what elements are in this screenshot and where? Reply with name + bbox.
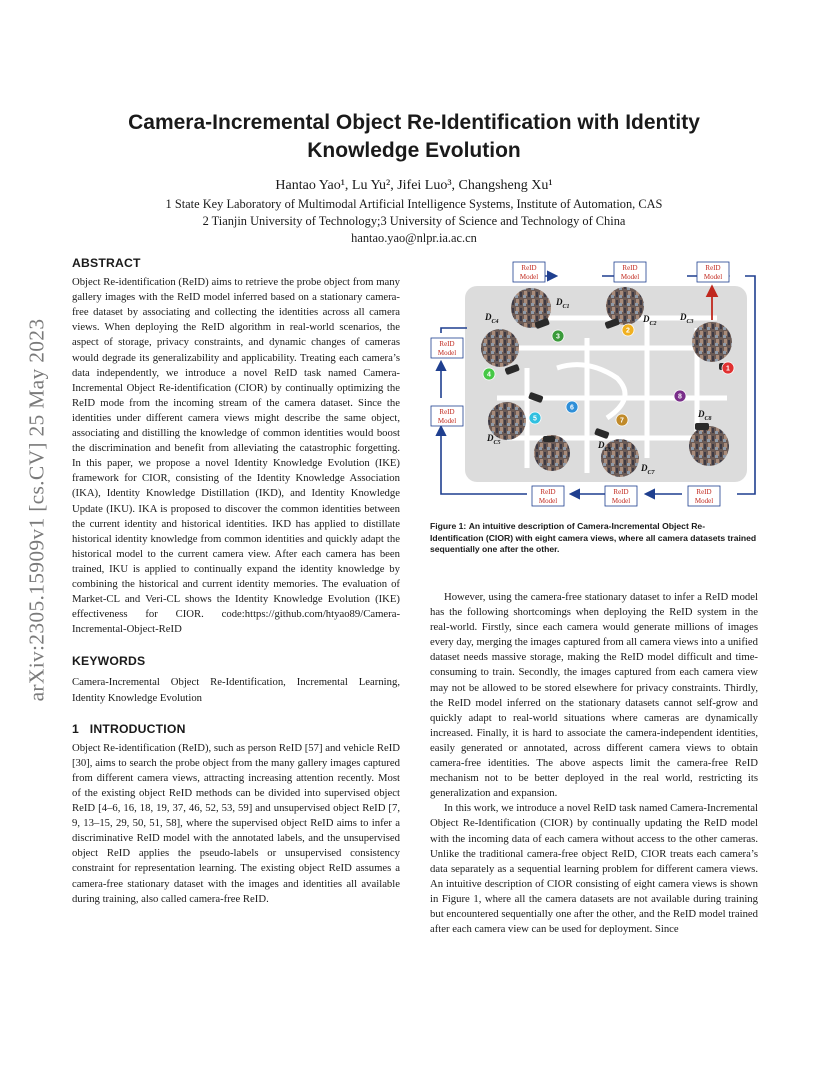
reid-model-box [431, 406, 463, 426]
camera-badge-8 [674, 390, 686, 402]
reid-label: ReID [439, 340, 455, 348]
dataset-label: $D_{C6}$ [598, 440, 612, 453]
camera-number: 1 [726, 365, 730, 373]
figure-1-caption [430, 521, 758, 556]
reid-label: ReID [705, 264, 721, 272]
reid-label: ReID [439, 408, 455, 416]
reid-model-box [614, 262, 646, 282]
reid-model-box [532, 486, 564, 506]
reid-model-box [697, 262, 729, 282]
author-email: hantao.yao@nlpr.ia.ac.cn [351, 231, 477, 245]
model-label: Model [611, 497, 631, 505]
model-label: Model [519, 273, 539, 281]
reid-label: ReID [696, 488, 712, 496]
author-list: Hantao Yao¹, Lu Yu², Jifei Luo³, Changsheng Xu¹ [275, 178, 553, 193]
camera-number: 8 [678, 393, 682, 401]
abstract-text: Object Re-identification (ReID) aims to retrieve the probe object from many gallery images with the ReID model inferred based on a stationary camera-free dataset by associating and collecting the identities across all camera views. When deploying the ReID algorithm in real-world scenarios, the aspect of storage, privacy constraints, and dynamic changes of cameras would degrade its generalizability and applicability. Treating each camera’s data independently, we introduce a novel ReID task named Camera-Incremental Object Re-identification (CIOR) by continually optimizing the ReID mode from the incoming stream of the camera dataset. Since the identities under different camera views might describe the same object, associating and distilling the knowledge of common identities would boost the discrimination and benefit from alleviating the catastrophic forgetting. In this paper, we propose a novel Identity Knowledge Evolution (IKE) framework for CIOR, consisting of the Identity Knowledge Association (IKA), Identity Knowledge Distillation (IKD), and Identity Knowledge Update (IKU). IKA is proposed to discover the common identities between the current identity and historical identities. IKD has applied to distillate historical identity knowledge from common identities and quickly adapt the historical model to the current camera view. After each camera has been trained, IKU is applied to continually expand the identity knowledge by combining the historical and current identity memories. The evaluation of Market-CL and Veri-CL shows the Identity Knowledge Evolution (IKE) effectiveness for CIOR. code:https://github.com/htyao89/Camera-Incremental-Object-ReID [72, 276, 400, 636]
abstract-heading: ABSTRACT [72, 256, 141, 270]
reid-label: ReID [521, 264, 537, 272]
keywords-text: Camera-Incremental Object Re-Identification, Incremental Learning, Identity Knowledge Evolution [72, 676, 400, 704]
dataset-label: $D_{C1}$ [556, 297, 570, 310]
introduction-heading: 1 INTRODUCTION [72, 721, 186, 736]
dataset-label: $D_{C8}$ [698, 409, 712, 422]
reid-model-box [431, 338, 463, 358]
reid-label: ReID [622, 264, 638, 272]
camera-number: 5 [533, 415, 537, 423]
camera-badge-4 [483, 368, 495, 380]
camera-badge-1 [722, 362, 734, 374]
camera-badge-7 [616, 414, 628, 426]
arxiv-stamp [22, 260, 52, 760]
camera-number: 6 [570, 404, 574, 412]
arxiv-stamp-text: arXiv:2305.15909v1 [cs.CV] 25 May 2023 [24, 318, 49, 702]
reid-label: ReID [613, 488, 629, 496]
camera-number: 3 [556, 333, 560, 341]
cior-diagram [427, 258, 757, 508]
camera-badge-5 [529, 412, 541, 424]
model-label: Model [694, 497, 714, 505]
right-column [430, 590, 758, 937]
paper-title: Camera-Incremental Object Re-Identification with Identity Knowledge Evolution [128, 111, 700, 162]
dataset-label: $D_{C3}$ [680, 312, 694, 325]
model-label: Model [620, 273, 640, 281]
left-column [72, 256, 400, 907]
reid-model-box [513, 262, 545, 282]
camera-badge-2 [622, 324, 634, 336]
model-label: Model [437, 417, 457, 425]
affiliation-1: 1 State Key Laboratory of Multimodal Artificial Intelligence Systems, Institute of Automation, CAS [165, 197, 663, 211]
figure-1 [427, 258, 757, 508]
caption-prefix: Figure 1: [430, 521, 467, 531]
introduction-text: Object Re-identification (ReID), such as person ReID [57] and vehicle ReID [30], aims to search the probe object from the many gallery images captured from different camera views, attracting increasing attention recently. Most of the existing object ReID methods can be divided into supervised object ReID [4–6, 16, 18, 19, 37, 46, 52, 53, 59] and unsupervised object ReID [7, 9, 13–15, 29, 50, 51, 58], where the supervised object ReID aims to infer a discriminative ReID model with the annotated labels, and the unsupervised object ReID applies the pseudo-labels or unsupervised consistency constraint for representation learning. The existing object ReID assumes a camera-free stationary dataset with the images and identities all available during training, also called camera-free ReID. [72, 741, 400, 905]
dataset-label: $D_{C4}$ [485, 312, 499, 325]
dataset-label: $D_{C2}$ [643, 314, 657, 327]
caption-text: An intuitive description of Camera-Incremental Object Re-Identification (CIOR) with eight camera views, where all camera datasets trained sequentially one after the other. [430, 521, 757, 554]
camera-number: 2 [626, 327, 630, 335]
reid-model-box [688, 486, 720, 506]
camera-badge-3 [552, 330, 564, 342]
keywords-heading: KEYWORDS [72, 654, 146, 669]
model-label: Model [703, 273, 723, 281]
reid-model-box [605, 486, 637, 506]
camera-badge-6 [566, 401, 578, 413]
reid-label: ReID [540, 488, 556, 496]
dataset-label: $D_{C5}$ [487, 433, 501, 446]
right-paragraph-1: However, using the camera-free stationary dataset to infer a ReID model has the following shortcomings when deploying the ReID system in the real-world. Firstly, since each camera would generate millions of images every day, merging the images captured from all camera views into a unified dataset needs massive storage, making the ReID model difficult and time-consuming to train. Secondly, the images captured from each camera view may not be allowed to be stored elsewhere for privacy constraints. Thirdly, the ReID model inferred on the stationary datasets cannot self-grow and quickly adapt to real-world situations where cameras are dynamically increased. Finally, it is hard to associate the camera-independent identities, easily generated or annotated, across different camera views to obtain camera-free identities. The above aspects limit the camera-free ReID mechanism not to be better deployed in the real world, restricting its generalization and expansion. [430, 591, 758, 800]
camera-number: 4 [487, 371, 491, 379]
camera-number: 7 [620, 417, 624, 425]
affiliation-2: 2 Tianjin University of Technology;3 University of Science and Technology of China [202, 214, 626, 228]
model-label: Model [437, 349, 457, 357]
dataset-label: $D_{C7}$ [641, 463, 655, 476]
model-label: Model [538, 497, 558, 505]
right-paragraph-2: In this work, we introduce a novel ReID task named Camera-Incremental Object Re-Identification (CIOR) by continually updating the ReID model with the incoming data of each camera without access to the other cameras. Unlike the traditional camera-free object ReID, CIOR treats each camera’s data separately as a sequential learning problem for different camera views. An intuitive description of CIOR consisting of eight camera views is shown in Figure 1, where all the camera datasets are not available during training but encountered sequentially one after the other, and the ReID model trained after each camera view can be used for deployment. Since [430, 802, 758, 936]
